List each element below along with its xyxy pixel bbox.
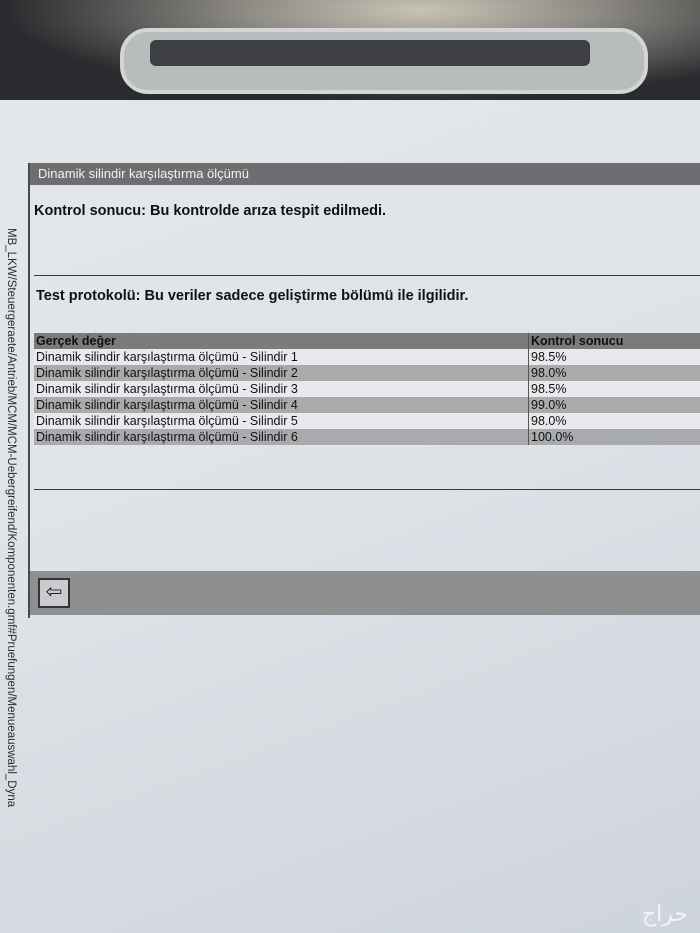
row-label: Dinamik silindir karşılaştırma ölçümü - Silindir 6: [34, 429, 529, 445]
row-value: 98.5%: [529, 349, 700, 365]
watermark-logo: حراج: [641, 902, 688, 927]
test-panel: [28, 163, 700, 618]
table-row: [34, 397, 700, 413]
row-label: Dinamik silindir karşılaştırma ölçümü - Silindir 5: [34, 413, 529, 429]
row-label: Dinamik silindir karşılaştırma ölçümü - Silindir 3: [34, 381, 529, 397]
back-button[interactable]: [38, 578, 70, 608]
row-value: 99.0%: [529, 397, 700, 413]
row-value: 98.0%: [529, 413, 700, 429]
test-protocol-text: Test protokolü: Bu veriler sadece geliştirme bölümü ile ilgilidir.: [36, 288, 469, 304]
divider-top: [34, 275, 700, 276]
check-result-text: Kontrol sonucu: Bu kontrolde arıza tespit edilmedi.: [34, 203, 387, 219]
row-label: Dinamik silindir karşılaştırma ölçümü - Silindir 4: [34, 397, 529, 413]
row-label: Dinamik silindir karşılaştırma ölçümü - Silindir 2: [34, 365, 529, 381]
header-check-result: Kontrol sonucu: [529, 333, 700, 349]
table-row: [34, 381, 700, 397]
row-label: Dinamik silindir karşılaştırma ölçümü - Silindir 1: [34, 349, 529, 365]
side-path-text: MB_LKW/Steuergeraete/Antrieb/MCM/MCM-Uebergreifend/Komponenten.gmf#Pruefungen/Menueauswahl_Dyna: [5, 228, 17, 808]
table-header-row: [34, 333, 700, 349]
row-value: 98.0%: [529, 365, 700, 381]
footer-bar: [30, 571, 700, 615]
back-arrow-icon: ⇦: [45, 581, 63, 603]
dashboard-vent-inner: [150, 40, 590, 66]
row-value: 100.0%: [529, 429, 700, 445]
table-row: [34, 349, 700, 365]
divider-bottom: [34, 489, 700, 490]
table-row: [34, 413, 700, 429]
table-row: [34, 365, 700, 381]
results-table: [34, 333, 700, 445]
row-value: 98.5%: [529, 381, 700, 397]
panel-title: Dinamik silindir karşılaştırma ölçümü: [30, 163, 700, 185]
header-actual-value: Gerçek değer: [34, 333, 529, 349]
table-row: [34, 429, 700, 445]
